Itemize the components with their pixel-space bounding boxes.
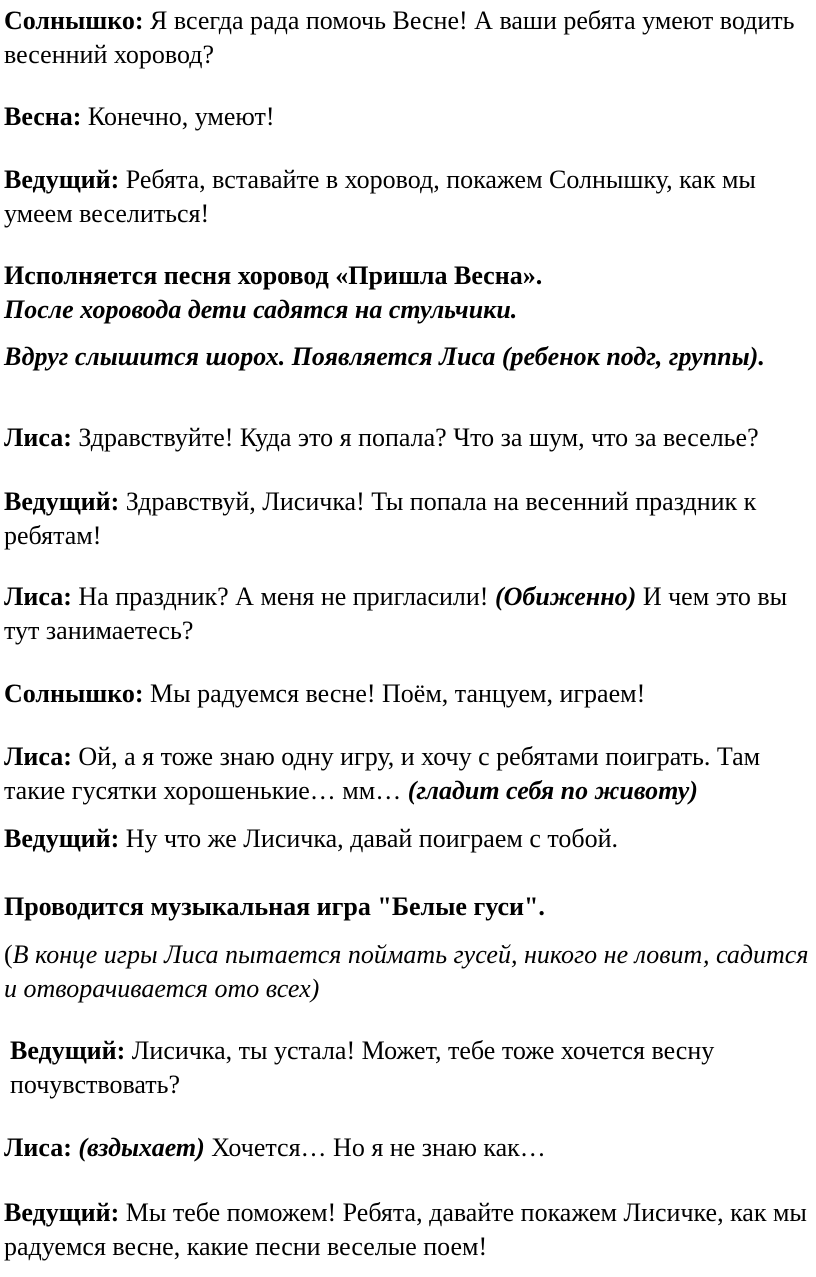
line-text: Мы радуемся весне! Поём, танцуем, играем! — [143, 679, 646, 708]
line-text: Ребята, вставайте в хоровод, покажем Солнышку, как мы умеем веселиться! — [4, 165, 756, 228]
dialogue-line-host-2 — [4, 485, 812, 553]
stage-direction-bold: Проводится музыкальная игра "Белые гуси". — [4, 892, 545, 921]
paren-open: ( — [4, 940, 13, 969]
dialogue-line-sun-2 — [4, 677, 812, 711]
line-text: Здравствуйте! Куда это я попала? Что за шум, что за веселье? — [71, 423, 759, 452]
stage-direction-song — [4, 259, 812, 327]
dialogue-line-host-1 — [4, 163, 812, 231]
dialogue-line-fox-4 — [4, 1131, 812, 1165]
dialogue-line-fox-3 — [4, 740, 812, 808]
speaker-label: Лиса: — [4, 423, 72, 452]
dialogue-line-fox-1 — [4, 421, 812, 455]
line-text: Я всегда рада помочь Весне! А ваши ребята умеют водить весенний хоровод? — [4, 6, 795, 69]
stage-direction-fox-appears — [4, 340, 812, 374]
speaker-label: Ведущий: — [4, 165, 120, 194]
stage-direction-game-end — [4, 938, 812, 1006]
stage-direction-italic: В конце игры Лиса пытается поймать гусей, никого не ловит, садится и отворачивается ото всех) — [4, 940, 809, 1003]
stage-direction-italic: После хоровода дети садятся на стульчики. — [4, 295, 518, 324]
speaker-label: Солнышко: — [4, 679, 144, 708]
speaker-label: Весна: — [4, 102, 82, 131]
line-text: На праздник? А меня не пригласили! — [71, 582, 495, 611]
speaker-label: Солнышко: — [4, 6, 144, 35]
speaker-label: Лиса: — [4, 1133, 72, 1162]
stage-remark: (вздыхает) — [78, 1133, 205, 1162]
dialogue-line-fox-2 — [4, 580, 812, 648]
stage-direction-bold: Исполняется песня хоровод «Пришла Весна». — [4, 261, 543, 290]
line-text: Лисичка, ты устала! Может, тебе тоже хочется весну почувствовать? — [10, 1036, 715, 1099]
line-text: Хочется… Но я не знаю как… — [204, 1133, 546, 1162]
line-text: Здравствуй, Лисичка! Ты попала на весенний праздник к ребятам! — [4, 487, 757, 550]
dialogue-line-host-4 — [4, 1034, 812, 1102]
stage-remark: (Обиженно) — [494, 582, 637, 611]
line-text: Конечно, умеют! — [81, 102, 275, 131]
dialogue-line-host-3 — [4, 822, 812, 856]
dialogue-line-sun-1 — [4, 4, 812, 72]
line-text: Мы тебе поможем! Ребята, давайте покажем Лисичке, как мы радуемся весне, какие песни веселые поем! — [4, 1198, 807, 1261]
speaker-label: Ведущий: — [4, 1198, 120, 1227]
line-text: И чем это вы тут занимаетесь? — [4, 582, 788, 645]
speaker-label: Лиса: — [4, 742, 72, 771]
speaker-label: Лиса: — [4, 582, 72, 611]
speaker-label: Ведущий: — [10, 1036, 126, 1065]
dialogue-line-host-5 — [4, 1196, 812, 1264]
speaker-label: Ведущий: — [4, 824, 120, 853]
line-text: Ну что же Лисичка, давай поиграем с тобой. — [119, 824, 619, 853]
stage-direction-game — [4, 890, 812, 924]
stage-direction-text: Вдруг слышится шорох. Появляется Лиса (ребенок подг, группы). — [4, 342, 765, 371]
dialogue-line-spring — [4, 100, 812, 134]
speaker-label: Ведущий: — [4, 487, 120, 516]
line-text: Ой, а я тоже знаю одну игру, и хочу с ребятами поиграть. Там такие гусятки хорошенькие… мм… — [4, 742, 761, 805]
stage-remark: (гладит себя по животу) — [407, 776, 698, 805]
